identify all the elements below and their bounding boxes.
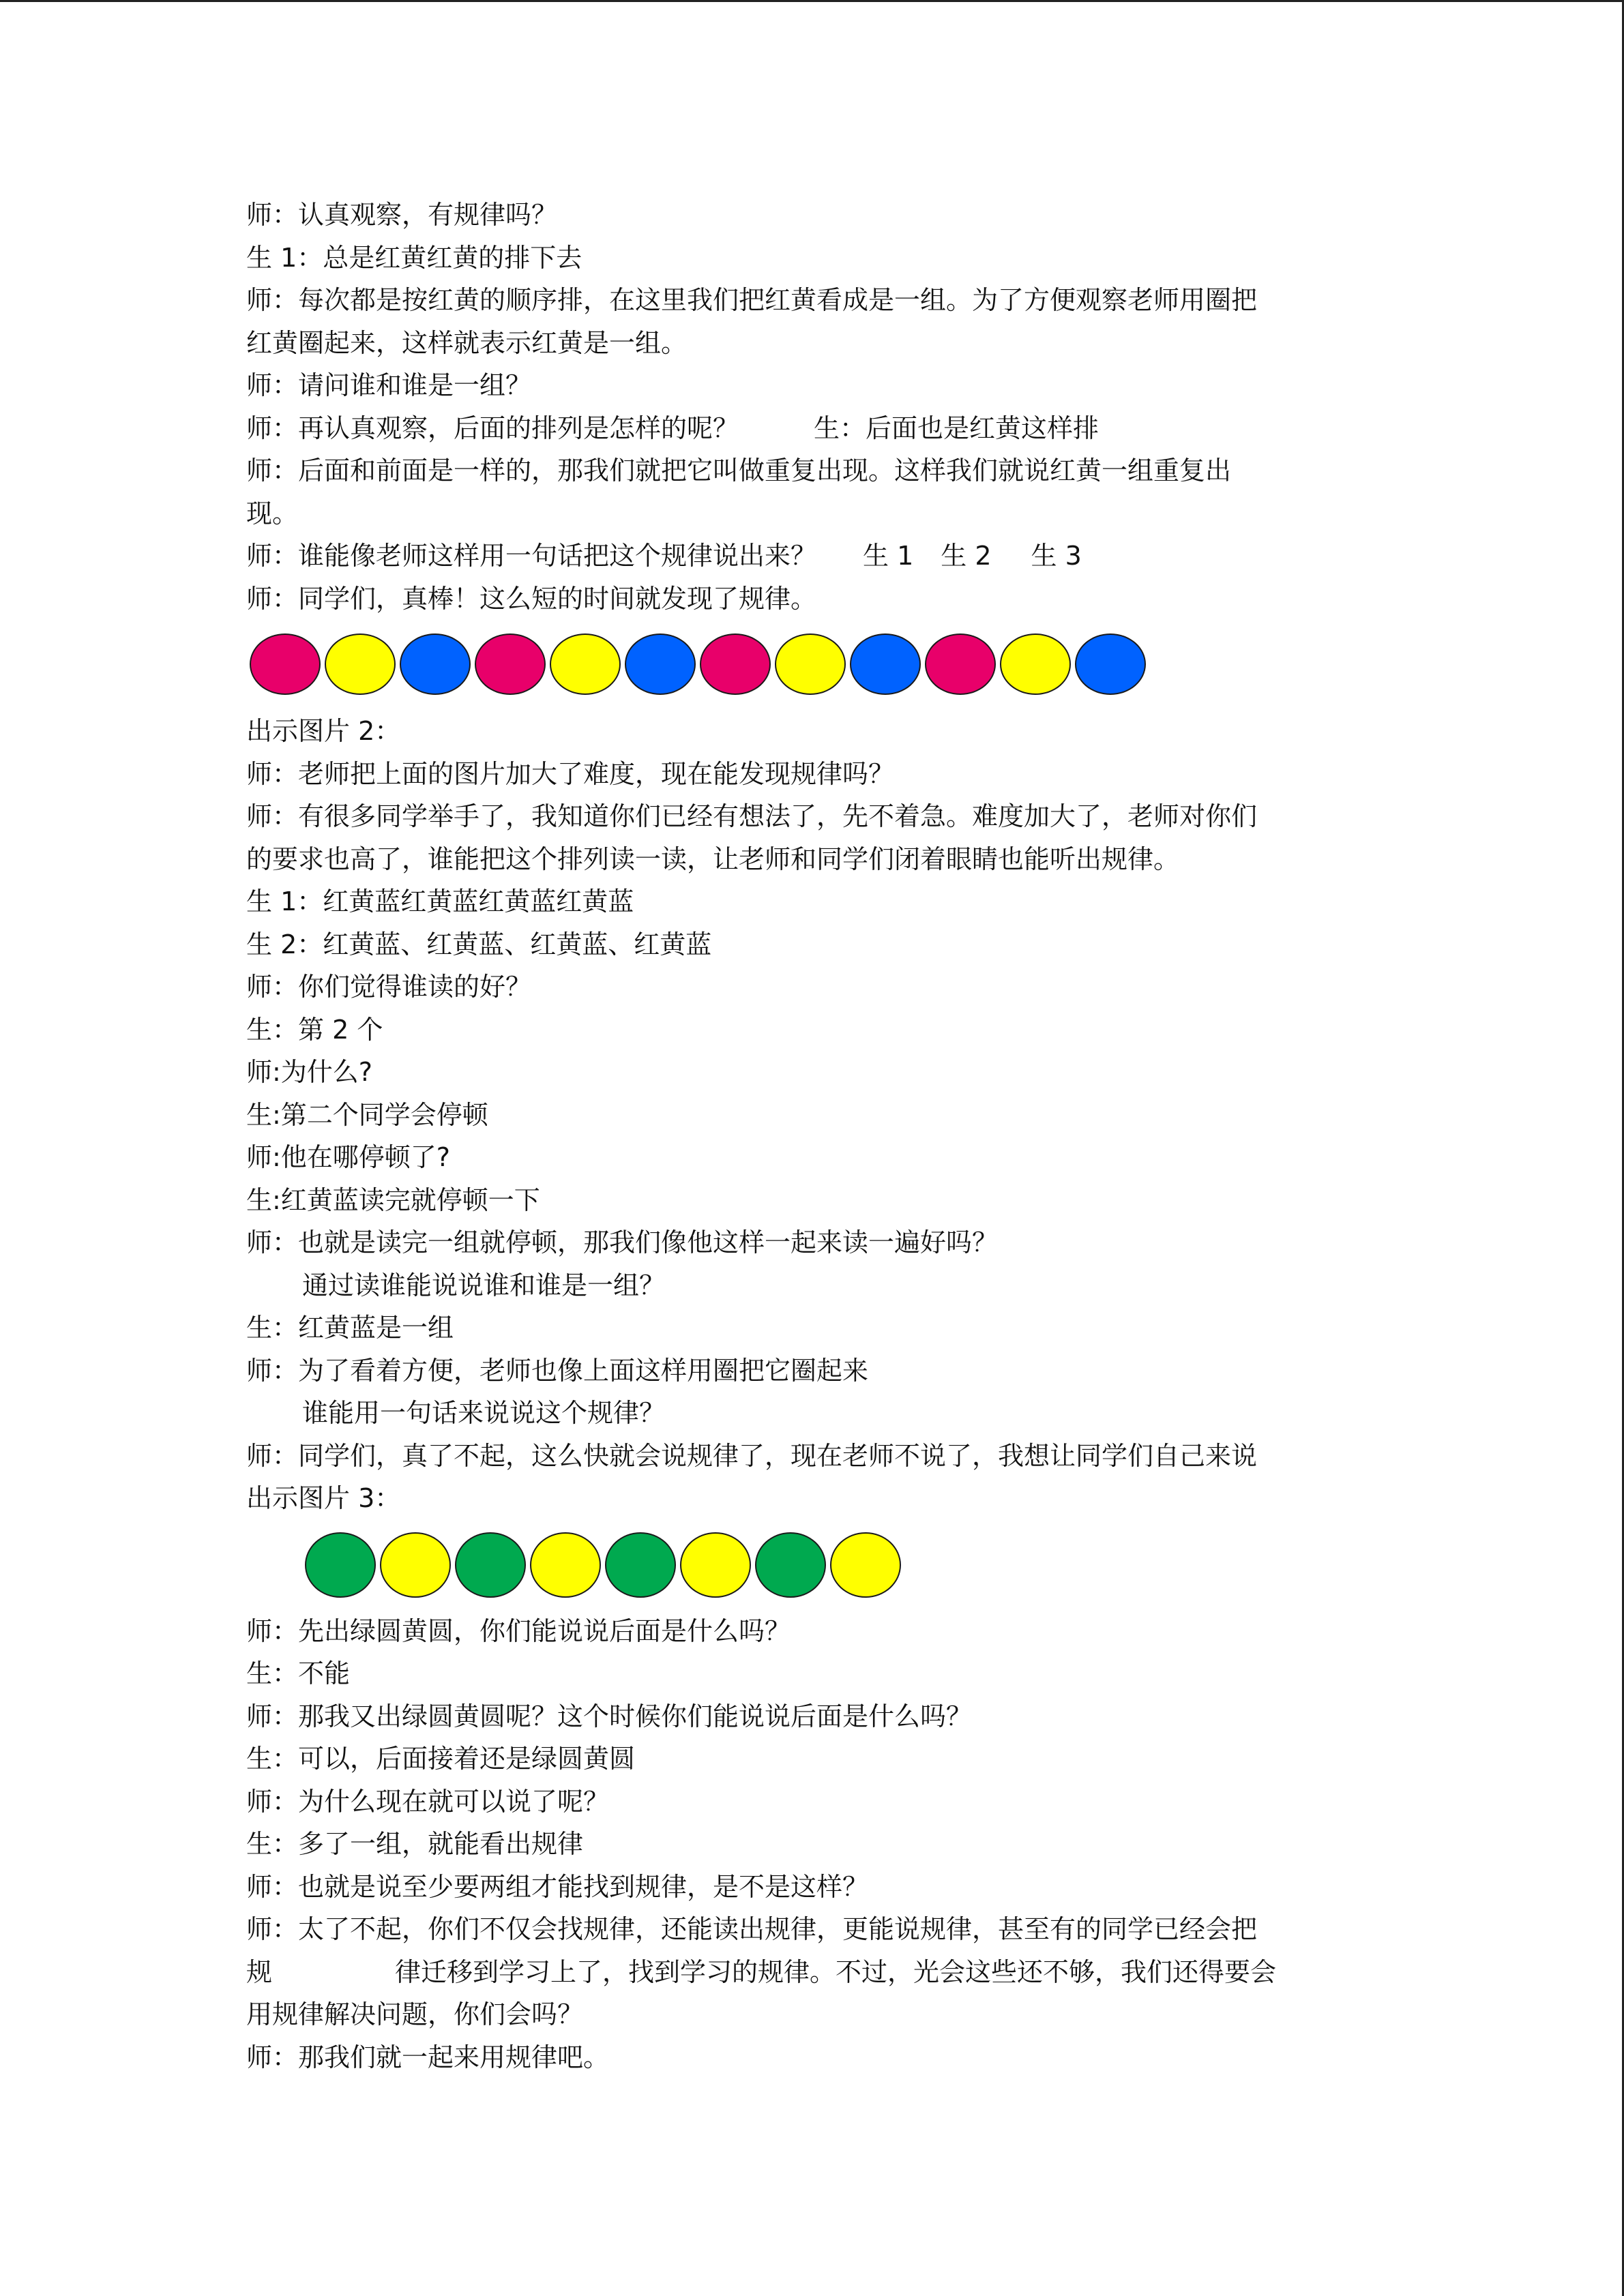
text-line: 生 1：红黄蓝红黄蓝红黄蓝红黄蓝: [246, 886, 634, 916]
text-line: 师：先出绿圆黄圆，你们能说说后面是什么吗？: [246, 1615, 791, 1646]
text-line: 现。: [246, 498, 299, 528]
colored-circle: [305, 1532, 376, 1598]
student-answer: 生：后面也是红黄这样排: [814, 413, 1099, 443]
colored-circle: [250, 633, 321, 695]
text-line: 红黄圈起来，这样就表示红黄是一组。: [246, 327, 688, 358]
text-line: 师：有很多同学举手了，我知道你们已经有想法了，先不着急。难度加大了，老师对你们: [246, 801, 1258, 831]
text-line: 生：红黄蓝是一组: [246, 1313, 454, 1343]
text-line: 师:他在哪停顿了?: [246, 1142, 450, 1172]
colored-circle: [625, 633, 696, 695]
teacher-question: 师：再认真观察，后面的排列是怎样的呢？: [246, 413, 739, 443]
colored-circle: [850, 633, 921, 695]
text-line: 生：不能: [246, 1658, 351, 1688]
text-line: 师：你们觉得谁读的好？: [246, 972, 532, 1002]
text-line: 的要求也高了，谁能把这个排列读一读，让老师和同学们闭着眼睛也能听出规律。: [246, 844, 1180, 874]
text-line: 师：为了看着方便，老师也像上面这样用圈把它圈起来: [246, 1355, 869, 1386]
colored-circle: [475, 633, 546, 695]
student-label: 生 2: [941, 541, 992, 571]
colored-circle: [700, 633, 771, 695]
text-line: 师：每次都是按红黄的顺序排，在这里我们把红黄看成是一组。为了方便观察老师用圈把: [246, 285, 1258, 315]
text-line: 出示图片 3：: [246, 1483, 401, 1513]
text-line: 师：认真观察，有规律吗？: [246, 200, 558, 230]
text-line: 生：多了一组，就能看出规律: [246, 1829, 584, 1859]
teacher-question: 师：谁能像老师这样用一句话把这个规律说出来？: [246, 541, 817, 571]
text-line: 生：可以，后面接着还是绿圆黄圆: [246, 1744, 636, 1774]
text-line-indented: 谁能用一句话来说说这个规律？: [302, 1398, 666, 1428]
colored-circle: [755, 1532, 826, 1598]
text-line: [246, 407, 1392, 450]
text-line: 师：那我又出绿圆黄圆呢？这个时候你们能说说后面是什么吗？: [246, 1701, 973, 1731]
colored-circle: [605, 1532, 676, 1598]
colored-circle: [925, 633, 996, 695]
text-line: 师：也就是读完一组就停顿，那我们像他这样一起来读一遍好吗？: [246, 1227, 999, 1257]
colored-circle: [830, 1532, 901, 1598]
picture-1-circles: [246, 620, 1392, 710]
colored-circle: [1000, 633, 1071, 695]
picture-3-circles: [246, 1520, 1392, 1610]
text-line: 师:为什么?: [246, 1057, 372, 1087]
text-line: 师：请问谁和谁是一组？: [246, 370, 532, 400]
document-body: [246, 194, 1392, 2078]
colored-circle: [400, 633, 471, 695]
student-label: 生 3: [1031, 541, 1082, 571]
text-line: 师：同学们，真棒！这么短的时间就发现了规律。: [246, 583, 817, 614]
colored-circle: [325, 633, 396, 695]
text-fragment: 律迁移到学习上了，找到学习的规律。不过，光会这些还不够，我们还得要会: [395, 1956, 1277, 1987]
text-line: [246, 1951, 1392, 1994]
text-line: 师：那我们就一起来用规律吧。: [246, 2042, 610, 2072]
text-line: 生 2：红黄蓝、红黄蓝、红黄蓝、红黄蓝: [246, 929, 712, 959]
text-line: 师：同学们，真了不起，这么快就会说规律了，现在老师不说了，我想让同学们自己来说: [246, 1440, 1258, 1471]
text-line: 师：太了不起，你们不仅会找规律，还能读出规律，更能说规律，甚至有的同学已经会把: [246, 1914, 1258, 1944]
text-line: 出示图片 2：: [246, 716, 401, 746]
text-line: 师：为什么现在就可以说了呢？: [246, 1786, 610, 1817]
text-fragment: 规: [246, 1956, 273, 1987]
text-line: 师：老师把上面的图片加大了难度，现在能发现规律吗？: [246, 758, 895, 789]
text-line: 用规律解决问题，你们会吗？: [246, 1999, 584, 2029]
colored-circle: [530, 1532, 601, 1598]
text-line: 师：后面和前面是一样的，那我们就把它叫做重复出现。这样我们就说红黄一组重复出: [246, 456, 1232, 486]
page-border-top: [0, 0, 1624, 2]
colored-circle: [455, 1532, 526, 1598]
text-line-indented: 通过读谁能说说谁和谁是一组？: [302, 1270, 666, 1300]
student-label: 生 1: [863, 541, 914, 571]
colored-circle: [550, 633, 621, 695]
colored-circle: [1075, 633, 1146, 695]
text-line: 生 1：总是红黄红黄的排下去: [246, 242, 582, 273]
colored-circle: [680, 1532, 751, 1598]
colored-circle: [775, 633, 846, 695]
text-line: 生:第二个同学会停顿: [246, 1099, 488, 1130]
colored-circle: [380, 1532, 451, 1598]
text-line: [246, 535, 1392, 578]
text-line: 师：也就是说至少要两组才能找到规律，是不是这样？: [246, 1871, 869, 1902]
text-line: 生：第 2 个: [246, 1014, 383, 1045]
text-line: 生:红黄蓝读完就停顿一下: [246, 1184, 540, 1215]
